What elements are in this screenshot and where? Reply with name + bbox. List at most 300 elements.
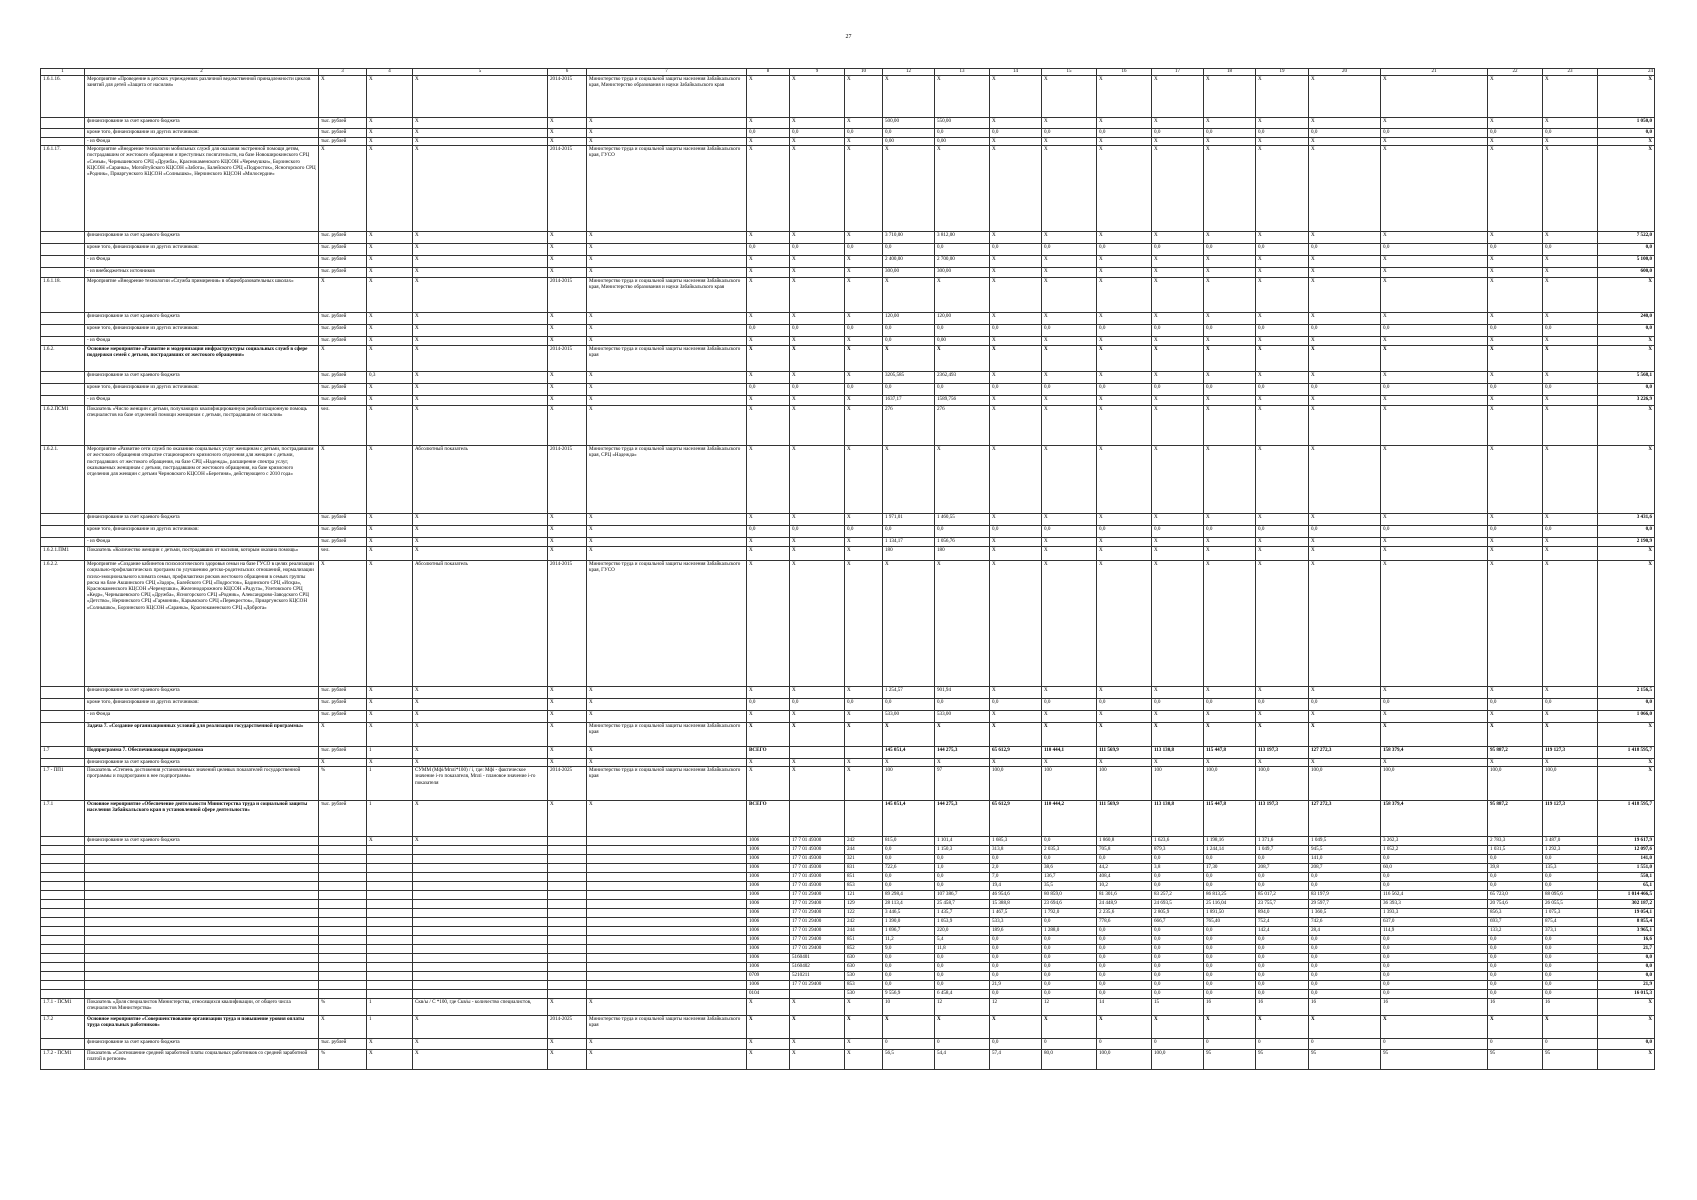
- table-cell: 9,0: [883, 945, 935, 954]
- row-code-cell: 1.6.1.16.: [41, 76, 85, 118]
- table-cell: 21,9: [1598, 981, 1655, 990]
- table-cell: X: [1097, 76, 1152, 118]
- table-cell: X: [587, 1039, 747, 1050]
- table-cell: X: [413, 514, 548, 526]
- table-cell: X: [1256, 723, 1309, 747]
- table-row: [41, 747, 1655, 759]
- table-cell: 16 015,3: [1598, 990, 1655, 999]
- table-cell: тыс. рублей: [319, 268, 367, 278]
- table-cell: X: [1381, 313, 1488, 325]
- table-cell: Абсолютный показатель: [413, 561, 548, 687]
- table-row: [41, 526, 1655, 538]
- table-cell: X: [1381, 256, 1488, 268]
- table-cell: 0,0: [1488, 526, 1543, 538]
- table-row: [41, 846, 1655, 855]
- column-number: 19: [1256, 69, 1309, 76]
- table-cell: X: [548, 547, 587, 561]
- table-cell: X: [548, 699, 587, 711]
- row-code-cell: 1.7: [41, 747, 85, 759]
- table-cell: 0: [1309, 1039, 1381, 1050]
- table-cell: 2014-2015: [548, 446, 587, 514]
- table-cell: X: [548, 118, 587, 129]
- row-code-cell: 1.6.2.1.ПМ1: [41, 547, 85, 561]
- table-cell: 95: [1488, 1050, 1543, 1070]
- table-cell: 0,0: [935, 384, 990, 396]
- table-cell: 0,0: [1152, 945, 1204, 954]
- table-cell: 17,30: [1204, 864, 1256, 873]
- table-cell: [548, 846, 587, 855]
- table-cell: X: [1309, 687, 1381, 699]
- table-cell: 17 7 01 29400: [790, 927, 845, 936]
- table-cell: 0,0: [1204, 990, 1256, 999]
- column-number: 15: [1042, 69, 1097, 76]
- table-cell: X: [790, 561, 845, 687]
- table-cell: X: [1598, 759, 1655, 767]
- table-cell: [790, 801, 845, 837]
- table-cell: [845, 801, 883, 837]
- table-cell: [367, 936, 413, 945]
- table-cell: 2014-2015: [548, 346, 587, 372]
- table-cell: 136,7: [1042, 873, 1097, 882]
- table-cell: 23 755,7: [1256, 900, 1309, 909]
- column-number: 12: [883, 69, 935, 76]
- table-cell: X: [790, 514, 845, 526]
- table-cell: 28,4: [1309, 927, 1381, 936]
- table-cell: X: [587, 256, 747, 268]
- table-cell: X: [790, 232, 845, 244]
- table-cell: 0,0: [790, 129, 845, 138]
- table-cell: X: [883, 146, 935, 232]
- table-cell: %: [319, 767, 367, 801]
- table-cell: X: [1543, 232, 1598, 244]
- table-cell: Министерство труда и социальной защиты населения Забайкальского края, СРЦ «Надежда»: [587, 446, 747, 514]
- table-cell: X: [1204, 118, 1256, 129]
- row-code-cell: [41, 759, 85, 767]
- table-cell: 10: [883, 999, 935, 1016]
- table-cell: X: [367, 146, 413, 232]
- table-cell: 0,0: [1256, 990, 1309, 999]
- table-cell: 113 130,8: [1152, 747, 1204, 759]
- table-cell: [548, 981, 587, 990]
- table-cell: X: [587, 699, 747, 711]
- table-cell: X: [790, 372, 845, 384]
- table-cell: X: [1097, 372, 1152, 384]
- table-cell: 945,5: [1309, 846, 1381, 855]
- table-cell: X: [367, 268, 413, 278]
- table-cell: 0,0: [1204, 129, 1256, 138]
- table-cell: 637,0: [1381, 918, 1488, 927]
- table-cell: тыс. рублей: [319, 232, 367, 244]
- table-cell: X: [747, 146, 790, 232]
- table-cell: 0,0: [1598, 325, 1655, 337]
- table-cell: X: [1381, 337, 1488, 346]
- table-cell: [587, 882, 747, 891]
- table-cell: X: [1543, 313, 1598, 325]
- table-cell: 0,0: [883, 882, 935, 891]
- table-cell: 54,4: [935, 1050, 990, 1070]
- table-cell: 17 7 01 49300: [790, 837, 845, 846]
- table-cell: [367, 927, 413, 936]
- row-code-cell: [41, 909, 85, 918]
- table-cell: X: [935, 146, 990, 232]
- table-cell: X: [1042, 76, 1097, 118]
- table-cell: 83 257,2: [1152, 891, 1204, 900]
- table-cell: 0: [1152, 1039, 1204, 1050]
- table-cell: 0,0: [1204, 882, 1256, 891]
- table-cell: X: [1309, 514, 1381, 526]
- table-cell: 778,6: [1097, 918, 1152, 927]
- table-cell: 0,0: [1152, 325, 1204, 337]
- table-cell: X: [1042, 346, 1097, 372]
- table-cell: 20 754,6: [1488, 900, 1543, 909]
- row-code-cell: [41, 900, 85, 909]
- row-code-cell: [41, 711, 85, 723]
- table-cell: [548, 945, 587, 954]
- table-cell: 1 049,7: [1256, 846, 1309, 855]
- table-cell: X: [367, 244, 413, 256]
- table-cell: 1 390,0: [883, 918, 935, 927]
- table-cell: тыс. рублей: [319, 384, 367, 396]
- table-cell: [413, 891, 548, 900]
- table-cell: X: [548, 129, 587, 138]
- table-cell: 0,0: [1097, 990, 1152, 999]
- table-cell: X: [1381, 759, 1488, 767]
- table-cell: 0,0: [790, 244, 845, 256]
- table-cell: 0,0: [1381, 699, 1488, 711]
- table-cell: X: [548, 687, 587, 699]
- table-cell: 0,0: [1256, 526, 1309, 538]
- table-cell: X: [1543, 256, 1598, 268]
- table-cell: Министерство труда и социальной защиты населения Забайкальского края, ГУСО: [587, 561, 747, 687]
- table-cell: 127 272,3: [1309, 747, 1381, 759]
- table-cell: [413, 990, 548, 999]
- table-cell: 0,0: [1204, 699, 1256, 711]
- table-cell: 851: [845, 936, 883, 945]
- table-cell: X: [1256, 76, 1309, 118]
- table-cell: 1 056,76: [935, 538, 990, 547]
- table-cell: X: [1309, 723, 1381, 747]
- table-cell: X: [845, 396, 883, 406]
- table-row: [41, 882, 1655, 891]
- table-cell: 12: [990, 999, 1042, 1016]
- table-cell: [367, 981, 413, 990]
- table-cell: X: [587, 1050, 747, 1070]
- table-cell: 0,0: [1488, 990, 1543, 999]
- table-cell: 3 431,6: [1598, 514, 1655, 526]
- table-row: [41, 972, 1655, 981]
- table-cell: X: [548, 747, 587, 759]
- table-cell: X: [790, 999, 845, 1016]
- table-cell: 0,0: [1543, 129, 1598, 138]
- table-cell: 313,8: [990, 846, 1042, 855]
- table-cell: X: [1543, 372, 1598, 384]
- table-cell: 39,8: [1488, 864, 1543, 873]
- table-cell: [413, 882, 548, 891]
- table-cell: 1 066,0: [1598, 711, 1655, 723]
- table-cell: X: [1598, 767, 1655, 801]
- table-cell: X: [319, 76, 367, 118]
- table-cell: 0,0: [990, 1039, 1042, 1050]
- table-cell: X: [845, 138, 883, 146]
- table-cell: 121: [845, 891, 883, 900]
- table-cell: X: [548, 1050, 587, 1070]
- table-cell: X: [845, 767, 883, 801]
- table-cell: 16: [1204, 999, 1256, 1016]
- table-cell: X: [367, 256, 413, 268]
- table-cell: X: [990, 446, 1042, 514]
- table-cell: X: [935, 76, 990, 118]
- table-cell: X: [1309, 538, 1381, 547]
- table-cell: [413, 900, 548, 909]
- row-code-cell: [41, 396, 85, 406]
- table-cell: 1006: [747, 873, 790, 882]
- table-cell: [587, 909, 747, 918]
- table-cell: 1 254,57: [883, 687, 935, 699]
- table-cell: X: [1488, 118, 1543, 129]
- table-cell: X: [1256, 406, 1309, 446]
- table-cell: 0: [883, 1039, 935, 1050]
- table-cell: 0,0: [1097, 384, 1152, 396]
- table-cell: X: [790, 278, 845, 313]
- table-cell: 0,0: [1042, 837, 1097, 846]
- table-cell: X: [413, 699, 548, 711]
- table-cell: [319, 891, 367, 900]
- table-cell: X: [845, 759, 883, 767]
- table-cell: X: [845, 118, 883, 129]
- row-title-cell: кроме того, финансирование из других источников:: [85, 129, 319, 138]
- table-cell: X: [935, 723, 990, 747]
- table-cell: X: [367, 278, 413, 313]
- table-cell: 95 887,2: [1488, 801, 1543, 837]
- table-cell: 2014-2015: [548, 561, 587, 687]
- table-cell: X: [1097, 313, 1152, 325]
- row-title-cell: кроме того, финансирование из других источников:: [85, 526, 319, 538]
- table-cell: 0,0: [1488, 981, 1543, 990]
- table-cell: X: [1204, 711, 1256, 723]
- row-code-cell: [41, 244, 85, 256]
- table-cell: X: [1543, 711, 1598, 723]
- table-cell: Министерство труда и социальной защиты населения Забайкальского края, ГУСО: [587, 146, 747, 232]
- table-cell: X: [1488, 723, 1543, 747]
- table-cell: 0,0: [1488, 954, 1543, 963]
- table-cell: X: [1204, 538, 1256, 547]
- table-cell: X: [367, 406, 413, 446]
- table-cell: X: [1256, 514, 1309, 526]
- table-cell: 2 783,3: [1488, 837, 1543, 846]
- table-cell: 1 101,4: [935, 837, 990, 846]
- table-cell: 0,0: [883, 337, 935, 346]
- table-row: [41, 918, 1655, 927]
- table-cell: 1 418 595,7: [1598, 801, 1655, 837]
- table-cell: X: [990, 337, 1042, 346]
- table-cell: X: [883, 1016, 935, 1039]
- table-cell: 244: [845, 927, 883, 936]
- table-cell: X: [367, 76, 413, 118]
- table-cell: 1 150,3: [935, 846, 990, 855]
- table-cell: 21,9: [990, 981, 1042, 990]
- table-cell: X: [935, 446, 990, 514]
- table-cell: X: [413, 278, 548, 313]
- table-cell: 0,0: [1256, 873, 1309, 882]
- column-number: 8: [747, 69, 790, 76]
- table-cell: X: [1381, 406, 1488, 446]
- table-cell: [319, 963, 367, 972]
- table-cell: 0,0: [1042, 963, 1097, 972]
- table-cell: 0,0: [790, 699, 845, 711]
- row-code-cell: [41, 325, 85, 337]
- table-cell: X: [1152, 759, 1204, 767]
- table-cell: X: [747, 1050, 790, 1070]
- table-cell: 129: [845, 900, 883, 909]
- table-cell: 100: [1042, 767, 1097, 801]
- table-cell: X: [1097, 759, 1152, 767]
- table-cell: 0,0: [1204, 244, 1256, 256]
- table-cell: X: [413, 747, 548, 759]
- table-cell: X: [1152, 337, 1204, 346]
- table-cell: X: [1256, 313, 1309, 325]
- table-cell: 0,0: [1152, 244, 1204, 256]
- table-cell: 0,0: [1381, 954, 1488, 963]
- table-cell: 0,0: [1042, 972, 1097, 981]
- table-cell: 0,0: [935, 699, 990, 711]
- table-cell: тыс. рублей: [319, 129, 367, 138]
- table-cell: [319, 855, 367, 864]
- row-code-cell: [41, 945, 85, 954]
- table-cell: тыс. рублей: [319, 747, 367, 759]
- table-cell: X: [1204, 346, 1256, 372]
- table-cell: 0,0: [845, 699, 883, 711]
- table-cell: X: [548, 723, 587, 747]
- table-cell: X: [367, 396, 413, 406]
- table-cell: 0,0: [1309, 244, 1381, 256]
- table-cell: тыс. рублей: [319, 138, 367, 146]
- table-cell: [367, 900, 413, 909]
- table-cell: 2 190,9: [1598, 538, 1655, 547]
- table-cell: X: [1152, 232, 1204, 244]
- row-title-cell: финансирование за счет краевого бюджета: [85, 687, 319, 699]
- table-cell: X: [1381, 1016, 1488, 1039]
- table-cell: X: [1152, 561, 1204, 687]
- table-cell: X: [1381, 723, 1488, 747]
- table-cell: X: [1097, 278, 1152, 313]
- table-cell: X: [1543, 396, 1598, 406]
- row-title-cell: [85, 864, 319, 873]
- row-code-cell: [41, 384, 85, 396]
- table-cell: тыс. рублей: [319, 699, 367, 711]
- table-cell: X: [367, 837, 413, 846]
- table-cell: 1006: [747, 855, 790, 864]
- table-cell: 0,0: [1204, 972, 1256, 981]
- table-cell: 100,0: [1256, 767, 1309, 801]
- table-cell: 1006: [747, 981, 790, 990]
- table-cell: X: [990, 278, 1042, 313]
- table-cell: X: [1488, 406, 1543, 446]
- table-cell: 86 813,25: [1204, 891, 1256, 900]
- table-cell: X: [367, 325, 413, 337]
- table-cell: X: [367, 687, 413, 699]
- table-cell: 0,0: [935, 855, 990, 864]
- table-cell: 0,0: [1256, 129, 1309, 138]
- table-cell: 65 612,9: [990, 801, 1042, 837]
- table-cell: 220,0: [935, 927, 990, 936]
- row-code-cell: 1.6.1.17.: [41, 146, 85, 232]
- table-cell: X: [1042, 759, 1097, 767]
- table-cell: 0,0: [1309, 945, 1381, 954]
- table-cell: X: [587, 396, 747, 406]
- table-cell: [548, 891, 587, 900]
- table-cell: 550,1: [1598, 873, 1655, 882]
- column-number: 13: [935, 69, 990, 76]
- table-cell: 831: [845, 864, 883, 873]
- table-cell: 95: [1543, 1050, 1598, 1070]
- table-cell: X: [413, 687, 548, 699]
- table-cell: X: [747, 446, 790, 514]
- table-row: [41, 561, 1655, 687]
- row-code-cell: [41, 918, 85, 927]
- row-title-cell: [85, 945, 319, 954]
- table-cell: 0,0: [1488, 972, 1543, 981]
- table-cell: [319, 873, 367, 882]
- row-code-cell: [41, 864, 85, 873]
- table-cell: 0,0: [990, 129, 1042, 138]
- table-cell: X: [1152, 396, 1204, 406]
- table-cell: 302 187,2: [1598, 900, 1655, 909]
- table-cell: X: [1256, 538, 1309, 547]
- table-cell: 1006: [747, 900, 790, 909]
- table-row: [41, 547, 1655, 561]
- table-cell: X: [413, 146, 548, 232]
- table-cell: X: [747, 256, 790, 268]
- row-code-cell: [41, 1039, 85, 1050]
- table-cell: X: [367, 514, 413, 526]
- table-cell: X: [1042, 118, 1097, 129]
- table-cell: 0,0: [1204, 855, 1256, 864]
- row-title-cell: - из Фонда: [85, 711, 319, 723]
- table-cell: 0,0: [1042, 954, 1097, 963]
- table-cell: X: [1598, 723, 1655, 747]
- row-title-cell: Мероприятие «Внедрение технологии мобильных служб для оказания экстренной помощи детям, пострадавшим от жестокого обращения и преступных посягательств, на базе Новоширокинского СРЦ «Семья», Чернышевского СРЦ «Дружба», Краснокаменского КЦСОН «Черемушки», Борзинского КЦСОН «Саранка», Могойтуйского КЦСОН «Забота», Балейского СРЦ «Подросток», Ясногорского СРЦ «Родник», Приаргунского КЦСОН «Солнышко», Нерчинского КЦСОН «Милосердие»: [85, 146, 319, 232]
- table-cell: 1006: [747, 864, 790, 873]
- table-cell: 0,0: [1488, 384, 1543, 396]
- table-row: [41, 232, 1655, 244]
- table-row: [41, 1050, 1655, 1070]
- table-cell: 0,0: [1381, 873, 1488, 882]
- table-cell: X: [367, 384, 413, 396]
- table-cell: 100,0: [990, 767, 1042, 801]
- table-cell: [587, 972, 747, 981]
- table-cell: [413, 981, 548, 990]
- table-cell: X: [1598, 138, 1655, 146]
- table-cell: X: [883, 446, 935, 514]
- table-cell: 15: [1152, 999, 1204, 1016]
- table-cell: X: [548, 801, 587, 837]
- table-cell: 1006: [747, 918, 790, 927]
- table-cell: 0,0: [1598, 699, 1655, 711]
- table-cell: [548, 837, 587, 846]
- table-cell: X: [790, 346, 845, 372]
- table-cell: 0,0: [1543, 972, 1598, 981]
- table-row: [41, 1039, 1655, 1050]
- row-title-cell: финансирование за счет краевого бюджета: [85, 118, 319, 129]
- table-cell: 533,00: [883, 711, 935, 723]
- table-cell: X: [1309, 337, 1381, 346]
- table-cell: 1 134,17: [883, 538, 935, 547]
- table-cell: 1 696,7: [883, 927, 935, 936]
- table-cell: 145 051,4: [883, 747, 935, 759]
- table-cell: 0,0: [1204, 945, 1256, 954]
- table-cell: 0,0: [1488, 936, 1543, 945]
- table-cell: ВСЕГО: [747, 747, 790, 759]
